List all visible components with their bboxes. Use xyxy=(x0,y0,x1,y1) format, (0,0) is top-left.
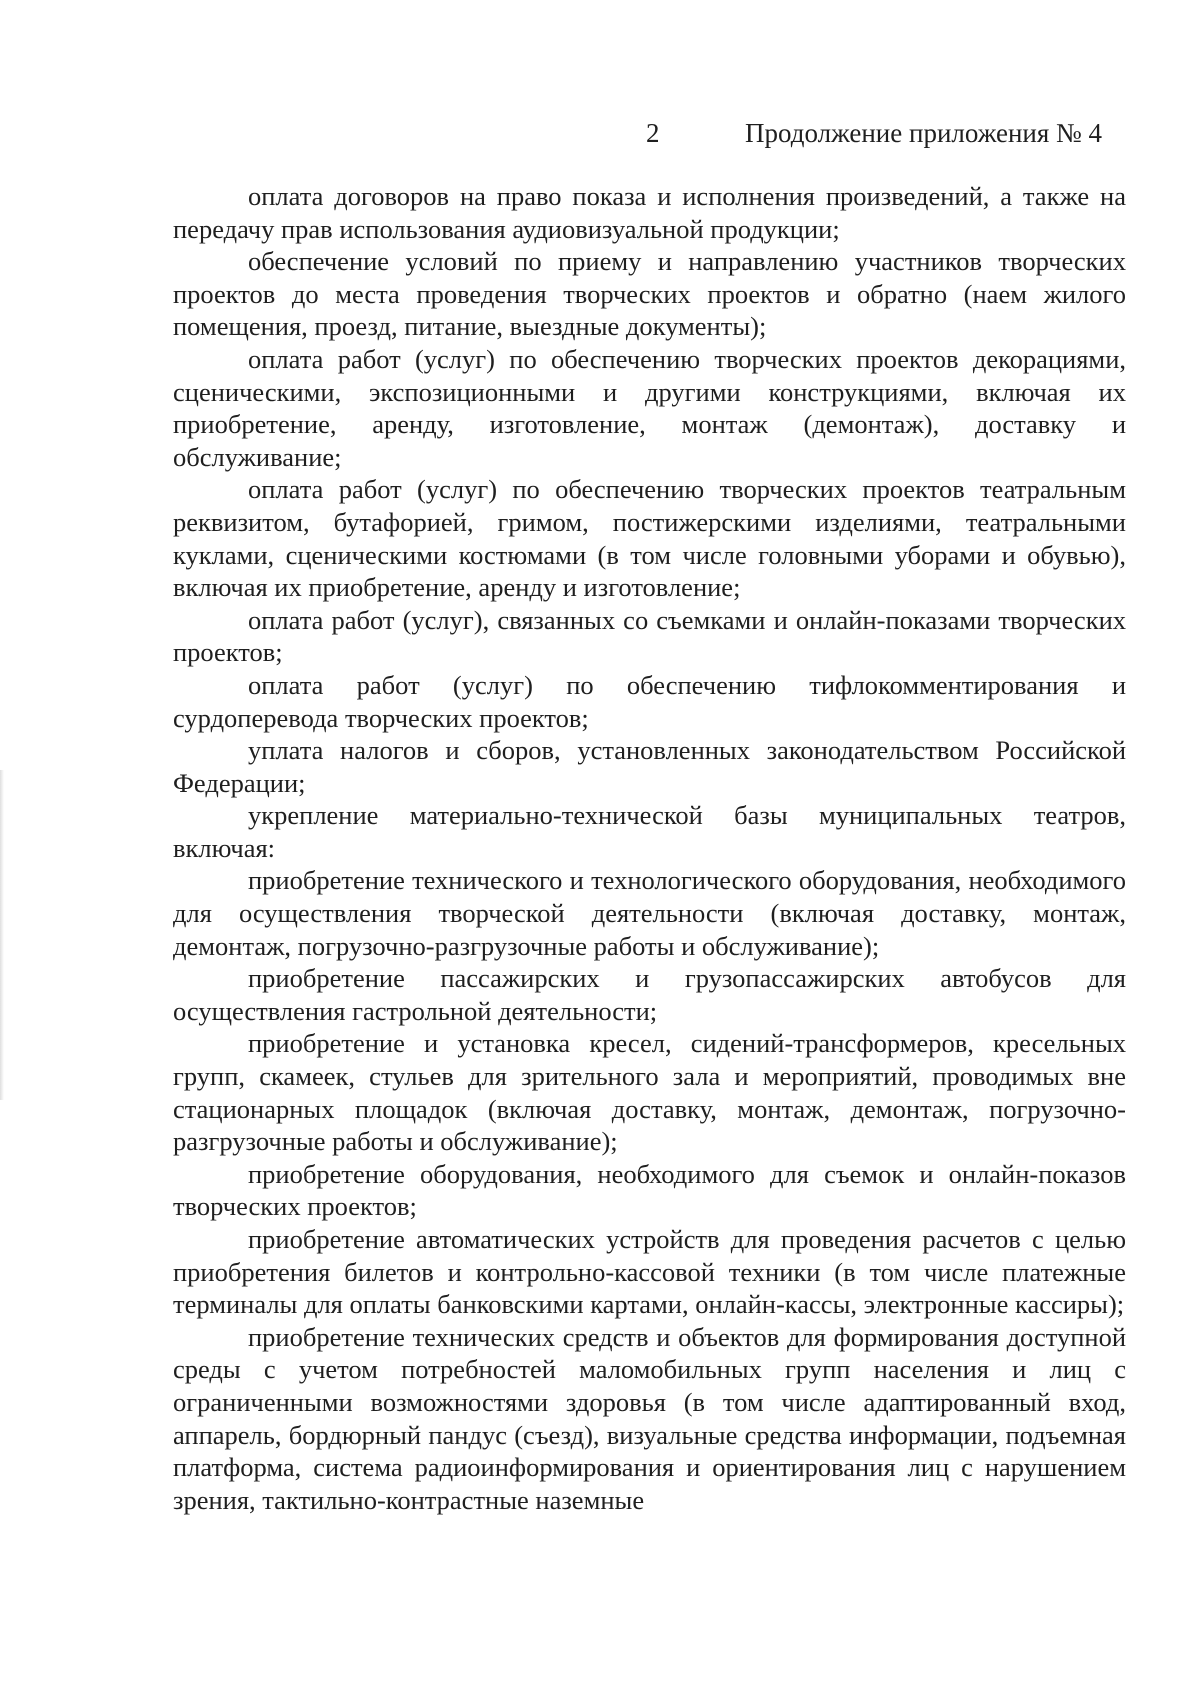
paragraph: приобретение технического и технологического оборудования, необходимого для осуществления творческой деятельности (включая доставку, монтаж, демонтаж, погрузочно-разгрузочные работы и обслуживание); xyxy=(173,865,1126,961)
paragraph: оплата работ (услуг) по обеспечению творческих проектов театральным реквизитом, бутафорией, гримом, постижерскими изделиями, театральными куклами, сценическими костюмами (в том числе головными уборами и обувью), включая их приобретение, аренду и изготовление; xyxy=(173,474,1126,603)
paragraph: приобретение оборудования, необходимого для съемок и онлайн-показов творческих проектов; xyxy=(173,1158,1126,1222)
paragraph: приобретение автоматических устройств для проведения расчетов с целью приобретения билетов и контрольно-кассовой техники (в том числе платежные терминалы для оплаты банковскими картами, онлайн-кассы, электронные кассиры); xyxy=(173,1224,1126,1320)
paragraph: оплата работ (услуг) по обеспечению творческих проектов декорациями, сценическими, экспозиционными и другими конструкциями, включая их приобретение, аренду, изготовление, монтаж (демонтаж), доставку и обслуживание; xyxy=(173,343,1126,472)
body-text xyxy=(173,180,1126,1516)
appendix-continuation-label: Продолжение приложения № 4 xyxy=(745,118,1103,148)
paragraph: уплата налогов и сборов, установленных законодательством Российской Федерации; xyxy=(173,735,1126,798)
paragraph: приобретение технических средств и объектов для формирования доступной среды с учетом потребностей маломобильных групп населения и лиц с ограниченными возможностями здоровья (в том числе адаптированный вход, аппарель, бордюрный пандус (съезд), визуальные средства информации, подъемная платформа, система радиоинформирования и ориентирования лиц с нарушением зрения, тактильно-контрастные наземные xyxy=(173,1321,1126,1515)
page-number: 2 xyxy=(646,118,660,148)
paragraph: оплата работ (услуг), связанных со съемками и онлайн-показами творческих проектов; xyxy=(173,604,1126,668)
paragraph: укрепление материально-технической базы муниципальных театров, включая: xyxy=(173,800,1126,863)
paragraph: оплата работ (услуг) по обеспечению тифлокомментирования и сурдоперевода творческих проектов; xyxy=(173,669,1126,733)
page-header xyxy=(0,118,1200,158)
scan-edge-shadow xyxy=(0,770,4,1100)
paragraph: приобретение и установка кресел, сидений-трансформеров, кресельных групп, скамеек, стульев для зрительного зала и мероприятий, проводимых вне стационарных площадок (включая доставку, монтаж, демонтаж, погрузочно-разгрузочные работы и обслуживание); xyxy=(173,1028,1126,1157)
paragraph: обеспечение условий по приему и направлению участников творческих проектов до места проведения творческих проектов и обратно (наем жилого помещения, проезд, питание, выездные документы); xyxy=(173,246,1126,342)
paragraph: приобретение пассажирских и грузопассажирских автобусов для осуществления гастрольной деятельности; xyxy=(173,963,1126,1026)
paragraph: оплата договоров на право показа и исполнения произведений, а также на передачу прав использования аудиовизуальной продукции; xyxy=(173,181,1126,244)
